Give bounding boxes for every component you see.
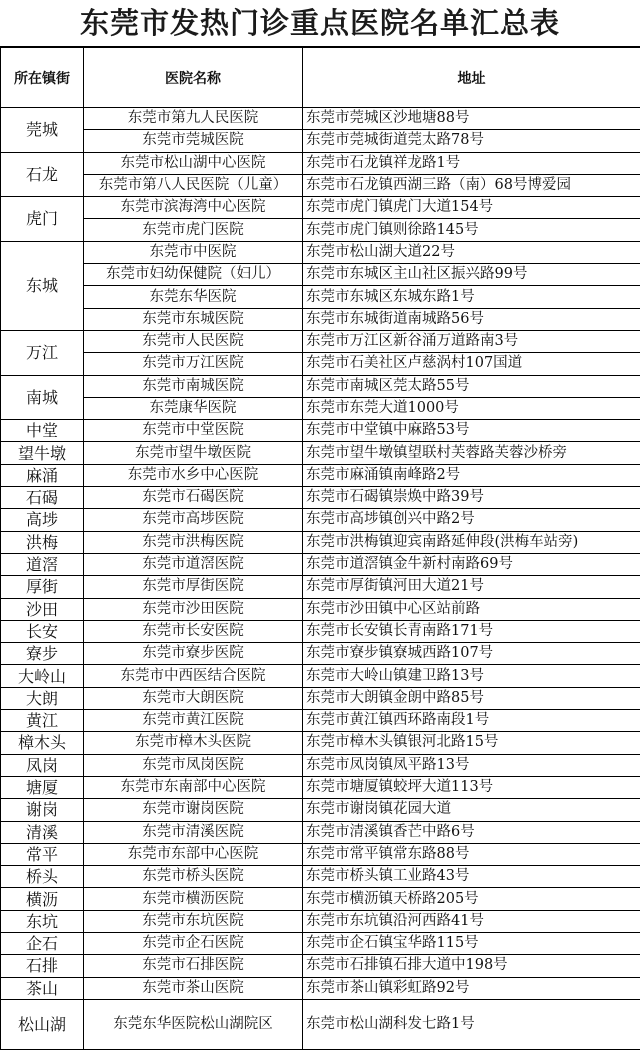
address-cell: 东莞市石美社区卢慈涡村107国道 xyxy=(303,353,640,375)
table-row xyxy=(1,843,640,865)
table-row xyxy=(1,509,640,531)
address-cell: 东莞市长安镇长青南路171号 xyxy=(303,620,640,642)
town-cell: 清溪 xyxy=(1,821,84,843)
address-cell: 东莞市东城区主山社区振兴路99号 xyxy=(303,264,640,286)
header-address: 地址 xyxy=(303,48,640,108)
address-cell: 东莞市石排镇石排大道中198号 xyxy=(303,955,640,977)
table-row xyxy=(1,866,640,888)
table-row xyxy=(1,932,640,954)
table-header-row xyxy=(1,48,640,108)
address-cell: 东莞市东坑镇沿河西路41号 xyxy=(303,910,640,932)
header-hospital: 医院名称 xyxy=(84,48,303,108)
town-cell: 塘厦 xyxy=(1,776,84,798)
table-row xyxy=(1,888,640,910)
town-cell: 望牛墩 xyxy=(1,442,84,464)
address-cell: 东莞市高埗镇创兴中路2号 xyxy=(303,509,640,531)
header-town: 所在镇街 xyxy=(1,48,84,108)
address-cell: 东莞市莞城区沙地塘88号 xyxy=(303,108,640,130)
address-cell: 东莞市常平镇常东路88号 xyxy=(303,843,640,865)
hospital-cell: 东莞市第八人民医院（儿童） xyxy=(84,174,303,196)
address-cell: 东莞市东城区东城东路1号 xyxy=(303,286,640,308)
address-cell: 东莞市石龙镇祥龙路1号 xyxy=(303,152,640,174)
address-cell: 东莞市寮步镇寮城西路107号 xyxy=(303,643,640,665)
page-title: 东莞市发热门诊重点医院名单汇总表 xyxy=(0,0,640,47)
address-cell: 东莞市樟木头镇银河北路15号 xyxy=(303,732,640,754)
hospital-cell: 东莞市莞城医院 xyxy=(84,130,303,152)
hospital-cell: 东莞市南城医院 xyxy=(84,375,303,397)
hospital-cell: 东莞市妇幼保健院（妇儿） xyxy=(84,264,303,286)
town-cell: 高埗 xyxy=(1,509,84,531)
hospital-cell: 东莞市中堂医院 xyxy=(84,420,303,442)
address-cell: 东莞市凤岗镇凤平路13号 xyxy=(303,754,640,776)
hospital-cell: 东莞东华医院 xyxy=(84,286,303,308)
table-row xyxy=(1,487,640,509)
address-cell: 东莞市沙田镇中心区站前路 xyxy=(303,598,640,620)
table-row xyxy=(1,910,640,932)
table-row xyxy=(1,710,640,732)
address-cell: 东莞市虎门镇虎门大道154号 xyxy=(303,197,640,219)
address-cell: 东莞市黄江镇西环路南段1号 xyxy=(303,710,640,732)
hospital-cell: 东莞市万江医院 xyxy=(84,353,303,375)
town-cell: 洪梅 xyxy=(1,531,84,553)
table-row xyxy=(1,397,640,419)
hospital-cell: 东莞市长安医院 xyxy=(84,620,303,642)
hospital-cell: 东莞市松山湖中心医院 xyxy=(84,152,303,174)
hospital-cell: 东莞市茶山医院 xyxy=(84,977,303,999)
town-cell: 樟木头 xyxy=(1,732,84,754)
town-cell: 石排 xyxy=(1,955,84,977)
town-cell: 谢岗 xyxy=(1,799,84,821)
town-cell: 黄江 xyxy=(1,710,84,732)
table-row xyxy=(1,732,640,754)
table-row xyxy=(1,286,640,308)
table-row xyxy=(1,420,640,442)
hospital-cell: 东莞市寮步医院 xyxy=(84,643,303,665)
address-cell: 东莞市石龙镇西湖三路（南）68号博爱园 xyxy=(303,174,640,196)
address-cell: 东莞市横沥镇天桥路205号 xyxy=(303,888,640,910)
table-row xyxy=(1,152,640,174)
table-row xyxy=(1,531,640,553)
table-row xyxy=(1,576,640,598)
table-row xyxy=(1,375,640,397)
address-cell: 东莞市大岭山镇建卫路13号 xyxy=(303,665,640,687)
hospital-cell: 东莞市滨海湾中心医院 xyxy=(84,197,303,219)
table-row xyxy=(1,330,640,352)
address-cell: 东莞市大朗镇金朗中路85号 xyxy=(303,687,640,709)
hospital-cell: 东莞市水乡中心医院 xyxy=(84,464,303,486)
town-cell: 南城 xyxy=(1,375,84,420)
hospital-cell: 东莞市清溪医院 xyxy=(84,821,303,843)
address-cell: 东莞市南城区莞太路55号 xyxy=(303,375,640,397)
hospital-cell: 东莞市石碣医院 xyxy=(84,487,303,509)
address-cell: 东莞市企石镇宝华路115号 xyxy=(303,932,640,954)
hospital-cell: 东莞市樟木头医院 xyxy=(84,732,303,754)
hospital-cell: 东莞市横沥医院 xyxy=(84,888,303,910)
table-row xyxy=(1,130,640,152)
address-cell: 东莞市塘厦镇蛟坪大道113号 xyxy=(303,776,640,798)
hospital-cell: 东莞市东坑医院 xyxy=(84,910,303,932)
hospital-table xyxy=(0,47,640,1050)
hospital-cell: 东莞市虎门医院 xyxy=(84,219,303,241)
town-cell: 桥头 xyxy=(1,866,84,888)
hospital-cell: 东莞市东南部中心医院 xyxy=(84,776,303,798)
hospital-cell: 东莞市中西医结合医院 xyxy=(84,665,303,687)
town-cell: 石龙 xyxy=(1,152,84,197)
town-cell: 厚街 xyxy=(1,576,84,598)
hospital-cell: 东莞市企石医院 xyxy=(84,932,303,954)
hospital-cell: 东莞康华医院 xyxy=(84,397,303,419)
table-body xyxy=(1,108,640,1050)
hospital-cell: 东莞市谢岗医院 xyxy=(84,799,303,821)
table-row xyxy=(1,464,640,486)
hospital-cell: 东莞市中医院 xyxy=(84,241,303,263)
town-cell: 寮步 xyxy=(1,643,84,665)
town-cell: 莞城 xyxy=(1,108,84,153)
town-cell: 虎门 xyxy=(1,197,84,242)
table-row xyxy=(1,442,640,464)
town-cell: 东坑 xyxy=(1,910,84,932)
table-row xyxy=(1,821,640,843)
hospital-cell: 东莞市洪梅医院 xyxy=(84,531,303,553)
table-row xyxy=(1,553,640,575)
hospital-cell: 东莞市望牛墩医院 xyxy=(84,442,303,464)
table-row xyxy=(1,219,640,241)
hospital-cell: 东莞东华医院松山湖院区 xyxy=(84,999,303,1049)
hospital-cell: 东莞市高埗医院 xyxy=(84,509,303,531)
hospital-cell: 东莞市沙田医院 xyxy=(84,598,303,620)
table-row xyxy=(1,776,640,798)
hospital-cell: 东莞市黄江医院 xyxy=(84,710,303,732)
table-row xyxy=(1,643,640,665)
address-cell: 东莞市桥头镇工业路43号 xyxy=(303,866,640,888)
hospital-cell: 东莞市大朗医院 xyxy=(84,687,303,709)
address-cell: 东莞市厚街镇河田大道21号 xyxy=(303,576,640,598)
town-cell: 松山湖 xyxy=(1,999,84,1049)
town-cell: 企石 xyxy=(1,932,84,954)
town-cell: 道滘 xyxy=(1,553,84,575)
table-row xyxy=(1,241,640,263)
table-row xyxy=(1,197,640,219)
town-cell: 凤岗 xyxy=(1,754,84,776)
address-cell: 东莞市道滘镇金牛新村南路69号 xyxy=(303,553,640,575)
address-cell: 东莞市望牛墩镇望联村芙蓉路芙蓉沙桥旁 xyxy=(303,442,640,464)
hospital-cell: 东莞市东部中心医院 xyxy=(84,843,303,865)
address-cell: 东莞市松山湖大道22号 xyxy=(303,241,640,263)
hospital-cell: 东莞市厚街医院 xyxy=(84,576,303,598)
town-cell: 万江 xyxy=(1,330,84,375)
table-row xyxy=(1,598,640,620)
address-cell: 东莞市茶山镇彩虹路92号 xyxy=(303,977,640,999)
table-row xyxy=(1,308,640,330)
hospital-cell: 东莞市人民医院 xyxy=(84,330,303,352)
address-cell: 东莞市谢岗镇花园大道 xyxy=(303,799,640,821)
town-cell: 常平 xyxy=(1,843,84,865)
town-cell: 大朗 xyxy=(1,687,84,709)
town-cell: 沙田 xyxy=(1,598,84,620)
address-cell: 东莞市东城街道南城路56号 xyxy=(303,308,640,330)
address-cell: 东莞市清溪镇香芒中路6号 xyxy=(303,821,640,843)
hospital-cell: 东莞市第九人民医院 xyxy=(84,108,303,130)
table-row xyxy=(1,353,640,375)
town-cell: 长安 xyxy=(1,620,84,642)
address-cell: 东莞市虎门镇则徐路145号 xyxy=(303,219,640,241)
address-cell: 东莞市万江区新谷涌万道路南3号 xyxy=(303,330,640,352)
address-cell: 东莞市麻涌镇南峰路2号 xyxy=(303,464,640,486)
table-row xyxy=(1,665,640,687)
table-row xyxy=(1,264,640,286)
table-row xyxy=(1,977,640,999)
table-row xyxy=(1,174,640,196)
hospital-cell: 东莞市道滘医院 xyxy=(84,553,303,575)
town-cell: 麻涌 xyxy=(1,464,84,486)
table-row xyxy=(1,687,640,709)
table-row xyxy=(1,754,640,776)
town-cell: 东城 xyxy=(1,241,84,330)
address-cell: 东莞市中堂镇中麻路53号 xyxy=(303,420,640,442)
address-cell: 东莞市松山湖科发七路1号 xyxy=(303,999,640,1049)
address-cell: 东莞市洪梅镇迎宾南路延伸段(洪梅车站旁) xyxy=(303,531,640,553)
town-cell: 茶山 xyxy=(1,977,84,999)
town-cell: 大岭山 xyxy=(1,665,84,687)
address-cell: 东莞市石碣镇崇焕中路39号 xyxy=(303,487,640,509)
town-cell: 横沥 xyxy=(1,888,84,910)
hospital-cell: 东莞市东城医院 xyxy=(84,308,303,330)
table-row xyxy=(1,955,640,977)
town-cell: 中堂 xyxy=(1,420,84,442)
town-cell: 石碣 xyxy=(1,487,84,509)
hospital-cell: 东莞市凤岗医院 xyxy=(84,754,303,776)
table-row xyxy=(1,999,640,1049)
table-row xyxy=(1,620,640,642)
hospital-cell: 东莞市桥头医院 xyxy=(84,866,303,888)
address-cell: 东莞市东莞大道1000号 xyxy=(303,397,640,419)
table-row xyxy=(1,799,640,821)
hospital-cell: 东莞市石排医院 xyxy=(84,955,303,977)
address-cell: 东莞市莞城街道莞太路78号 xyxy=(303,130,640,152)
table-row xyxy=(1,108,640,130)
